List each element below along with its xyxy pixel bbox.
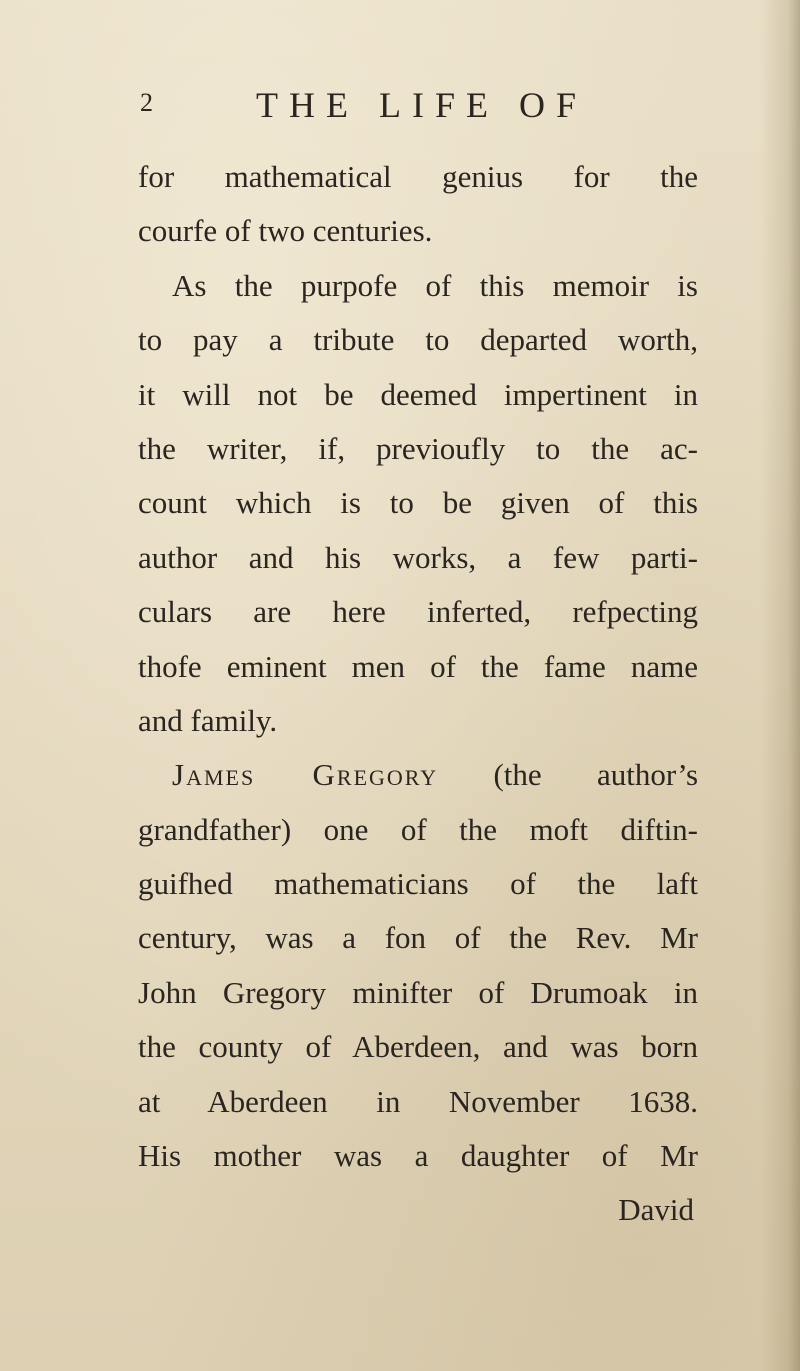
text-line: the county of Aberdeen, and was born	[138, 1029, 698, 1065]
text-line: courfe of two centuries.	[138, 213, 433, 249]
text-line: As the purpofe of this memoir is	[172, 267, 698, 303]
running-head	[140, 84, 660, 128]
text-line: for mathematical genius for the	[138, 159, 698, 194]
page-edge-shadow	[760, 0, 800, 1371]
page-number: 2	[140, 88, 153, 117]
text-line: grandfather) one of the moft diftin-	[138, 811, 698, 847]
body-text	[138, 150, 698, 1238]
text-line: at Aberdeen in November 1638.	[138, 1083, 698, 1119]
text-line: His mother was a daughter of Mr	[138, 1138, 698, 1174]
person-name: James Gregory	[172, 757, 439, 793]
text-line: count which is to be given of this	[138, 485, 698, 521]
text-line: century, was a fon of the Rev. Mr	[138, 920, 698, 956]
text-line: to pay a tribute to departed worth,	[138, 322, 698, 358]
text-line: guifhed mathematicians of the laft	[138, 866, 698, 902]
text-line: author and his works, a few parti-	[138, 539, 698, 575]
text-line-name	[138, 748, 698, 802]
running-title: THE LIFE OF	[256, 85, 587, 125]
text-line: the writer, if, previoufly to the ac-	[138, 430, 698, 466]
catchword: David	[618, 1192, 694, 1228]
text-line: culars are here inferted, refpecting	[138, 594, 698, 630]
text-line: it will not be deemed impertinent in	[138, 376, 698, 412]
text-line: and family.	[138, 702, 278, 738]
text-line: John Gregory minifter of Drumoak in	[138, 974, 698, 1010]
text-line: thofe eminent men of the fame name	[138, 648, 698, 684]
text-fragment: (the author’s	[493, 757, 699, 793]
